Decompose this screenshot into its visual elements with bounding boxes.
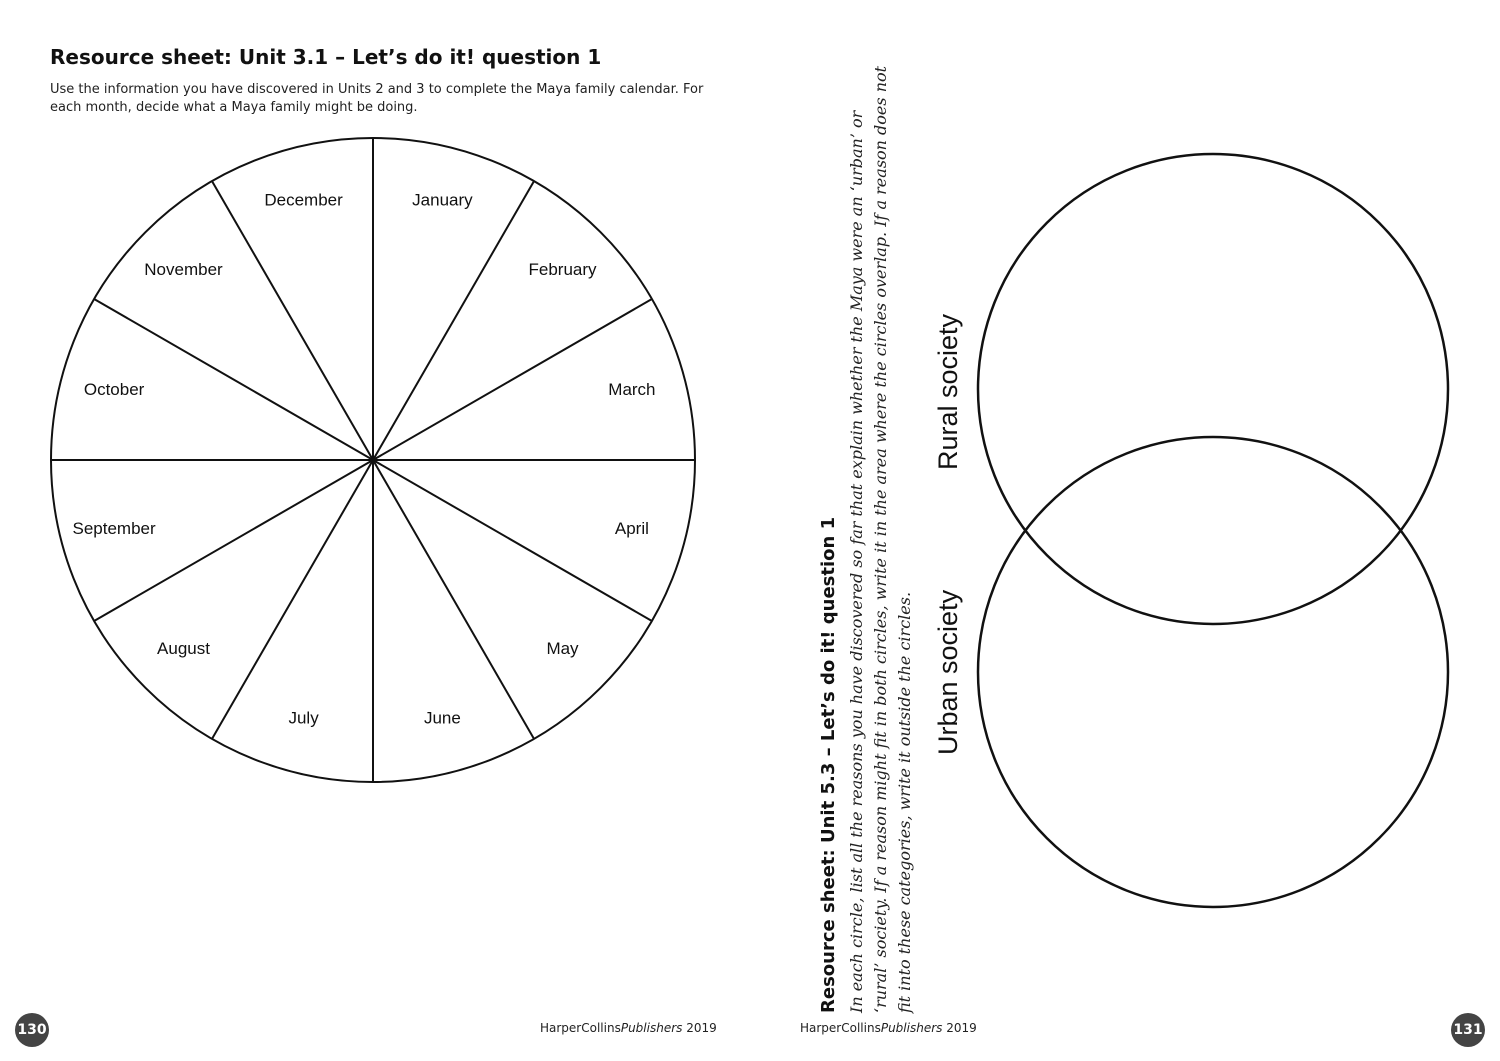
month-label-june: June (423, 708, 461, 728)
urban-circle (978, 437, 1448, 907)
month-label-may: May (546, 638, 579, 658)
rural-society-label: Rural society (933, 313, 963, 470)
rural-circle (978, 154, 1448, 624)
right-page-title: Resource sheet: Unit 5.3 – Let’s do it! question 1 (818, 516, 839, 1013)
urban-society-label: Urban society (933, 589, 963, 755)
month-label-april: April (614, 518, 649, 538)
right-page-instructions: In each circle, list all the reasons you have discovered so far that explain whether the Maya were an ‘urban’ or ‘rural’ society. If a reason might fit in both circles, write it in the area where the circles overlap. If a reason does not fit into these categories, write it outside the circles. (847, 65, 914, 1013)
right-page-number: 131 (1451, 1013, 1485, 1047)
left-footer-brand-italic: Publishers (620, 1021, 683, 1035)
month-label-october: October (83, 380, 145, 400)
month-label-january: January (412, 190, 473, 210)
month-label-august: August (157, 638, 210, 658)
month-label-september: September (72, 518, 156, 538)
left-footer (540, 1021, 717, 1035)
right-footer-brand-italic: Publishers (880, 1021, 943, 1035)
month-label-november: November (144, 259, 223, 279)
month-label-february: February (528, 259, 597, 279)
left-page-number: 130 (15, 1013, 49, 1047)
right-footer (800, 1021, 977, 1035)
left-page-instructions: Use the information you have discovered in Units 2 and 3 to complete the Maya family calendar. For each month, decide what a Maya family might be doing. (50, 82, 704, 115)
month-label-december: December (264, 190, 343, 210)
left-footer-brand: HarperCollins (540, 1021, 621, 1035)
month-label-july: July (288, 708, 319, 728)
month-label-march: March (608, 380, 656, 400)
left-page-title: Resource sheet: Unit 3.1 – Let’s do it! question 1 (50, 45, 602, 69)
right-footer-year: 2019 (946, 1021, 977, 1035)
right-footer-brand: HarperCollins (800, 1021, 881, 1035)
left-footer-year: 2019 (686, 1021, 717, 1035)
